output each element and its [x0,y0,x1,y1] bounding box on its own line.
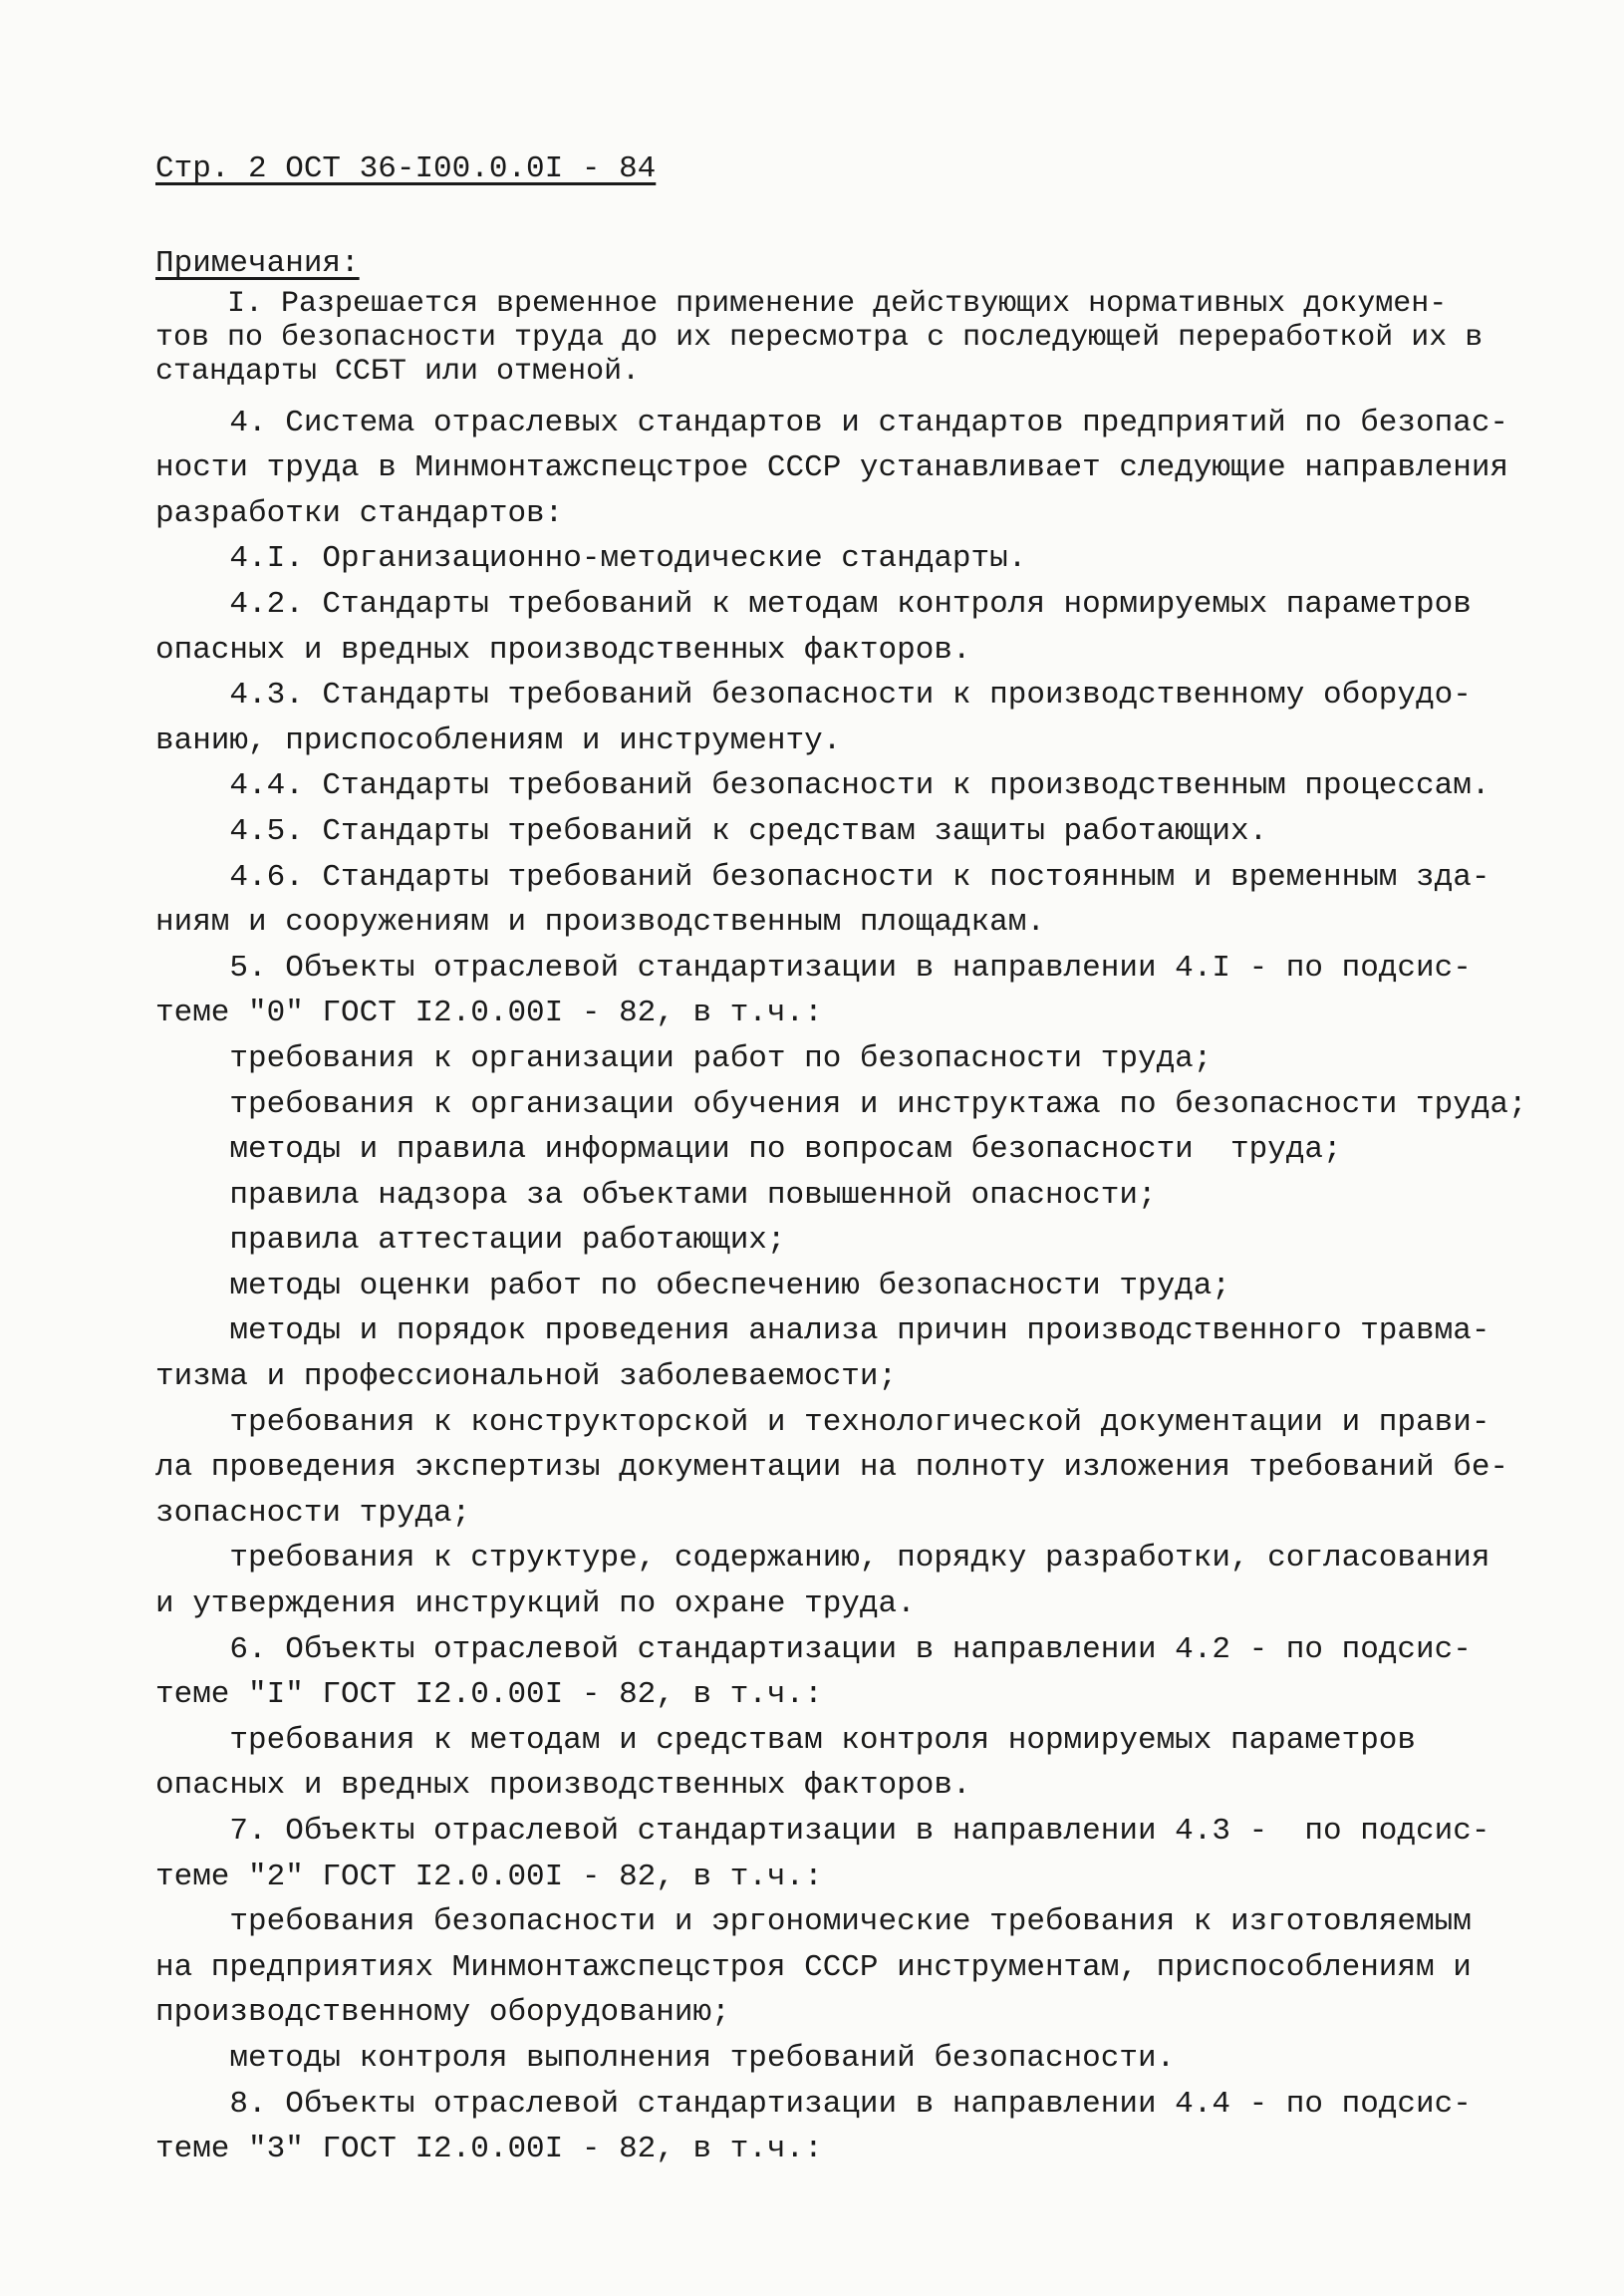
text-line: методы и порядок проведения анализа причин производственного травма- [155,1313,1490,1349]
note-line: I. Разрешается временное применение действующих нормативных докумен- [155,286,1448,321]
text-line: тизма и профессиональной заболеваемости; [155,1359,898,1395]
text-line: разработки стандартов: [155,495,564,531]
text-line: теме "0" ГОСТ I2.0.00I - 82, в т.ч.: [155,996,823,1031]
text-line: требования к организации обучения и инструктажа по безопасности труда; [155,1086,1527,1122]
text-line: 5. Объекты отраслевой стандартизации в направлении 4.I - по подсис- [155,950,1472,986]
text-line: ла проведения экспертизы документации на полноту изложения требований бе- [155,1450,1509,1486]
note-line: тов по безопасности труда до их пересмотра с последующей переработкой их в [155,320,1484,355]
text-line: 4.2. Стандарты требований к методам контроля нормируемых параметров [155,586,1472,622]
text-line: 4.5. Стандарты требований к средствам защиты работающих. [155,813,1268,849]
text-line: ванию, приспособлениям и инструменту. [155,722,842,758]
text-line: требования безопасности и эргономические требования к изготовляемым [155,1904,1472,1940]
text-line: требования к конструкторской и технологической документации и прави- [155,1404,1490,1440]
text-line: 6. Объекты отраслевой стандартизации в направлении 4.2 - по подсис- [155,1631,1472,1667]
text-line: на предприятиях Минмонтажспецстроя СССР инструментам, приспособлениям и [155,1949,1472,1985]
text-line: теме "I" ГОСТ I2.0.00I - 82, в т.ч.: [155,1677,823,1713]
text-line: методы и правила информации по вопросам безопасности труда; [155,1132,1342,1168]
text-line: теме "3" ГОСТ I2.0.00I - 82, в т.ч.: [155,2132,823,2167]
page-header: Стр. 2 ОСТ 36-I00.0.0I - 84 [155,151,657,186]
text-line: требования к структуре, содержанию, порядку разработки, согласования [155,1541,1490,1577]
text-line: производственному оборудованию; [155,1995,730,2031]
text-line: 4.3. Стандарты требований безопасности к производственному оборудо- [155,678,1472,714]
text-line: методы оценки работ по обеспечению безопасности труда; [155,1268,1230,1303]
text-line: опасных и вредных производственных факторов. [155,1768,971,1804]
text-line: требования к организации работ по безопасности труда; [155,1040,1213,1076]
text-line: методы контроля выполнения требований безопасности. [155,2040,1176,2076]
text-line: 4.I. Организационно-методические стандарты. [155,541,1027,577]
text-line: правила надзора за объектами повышенной опасности; [155,1177,1157,1213]
text-line: ности труда в Минмонтажспецстрое СССР устанавливает следующие направления [155,450,1509,486]
notes-title: Примечания: [155,246,360,281]
text-line: ниям и сооружениям и производственным площадкам. [155,905,1045,941]
text-line: требования к методам и средствам контроля нормируемых параметров [155,1722,1417,1758]
text-line: правила аттестации работающих; [155,1223,786,1259]
text-line: опасных и вредных производственных факторов. [155,632,971,668]
note-line: стандарты ССБТ или отменой. [155,354,641,389]
text-line: зопасности труда; [155,1495,471,1531]
text-line: 4.6. Стандарты требований безопасности к постоянным и временным зда- [155,859,1490,895]
text-line: и утверждения инструкций по охране труда. [155,1586,916,1622]
text-line: 4. Система отраслевых стандартов и стандартов предприятий по безопас- [155,405,1509,440]
text-line: 7. Объекты отраслевой стандартизации в направлении 4.3 - по подсис- [155,1814,1490,1849]
text-line: 8. Объекты отраслевой стандартизации в направлении 4.4 - по подсис- [155,2086,1472,2122]
text-line: теме "2" ГОСТ I2.0.00I - 82, в т.ч.: [155,1859,823,1894]
text-line: 4.4. Стандарты требований безопасности к производственным процессам. [155,768,1490,804]
document-body [155,241,1550,2172]
